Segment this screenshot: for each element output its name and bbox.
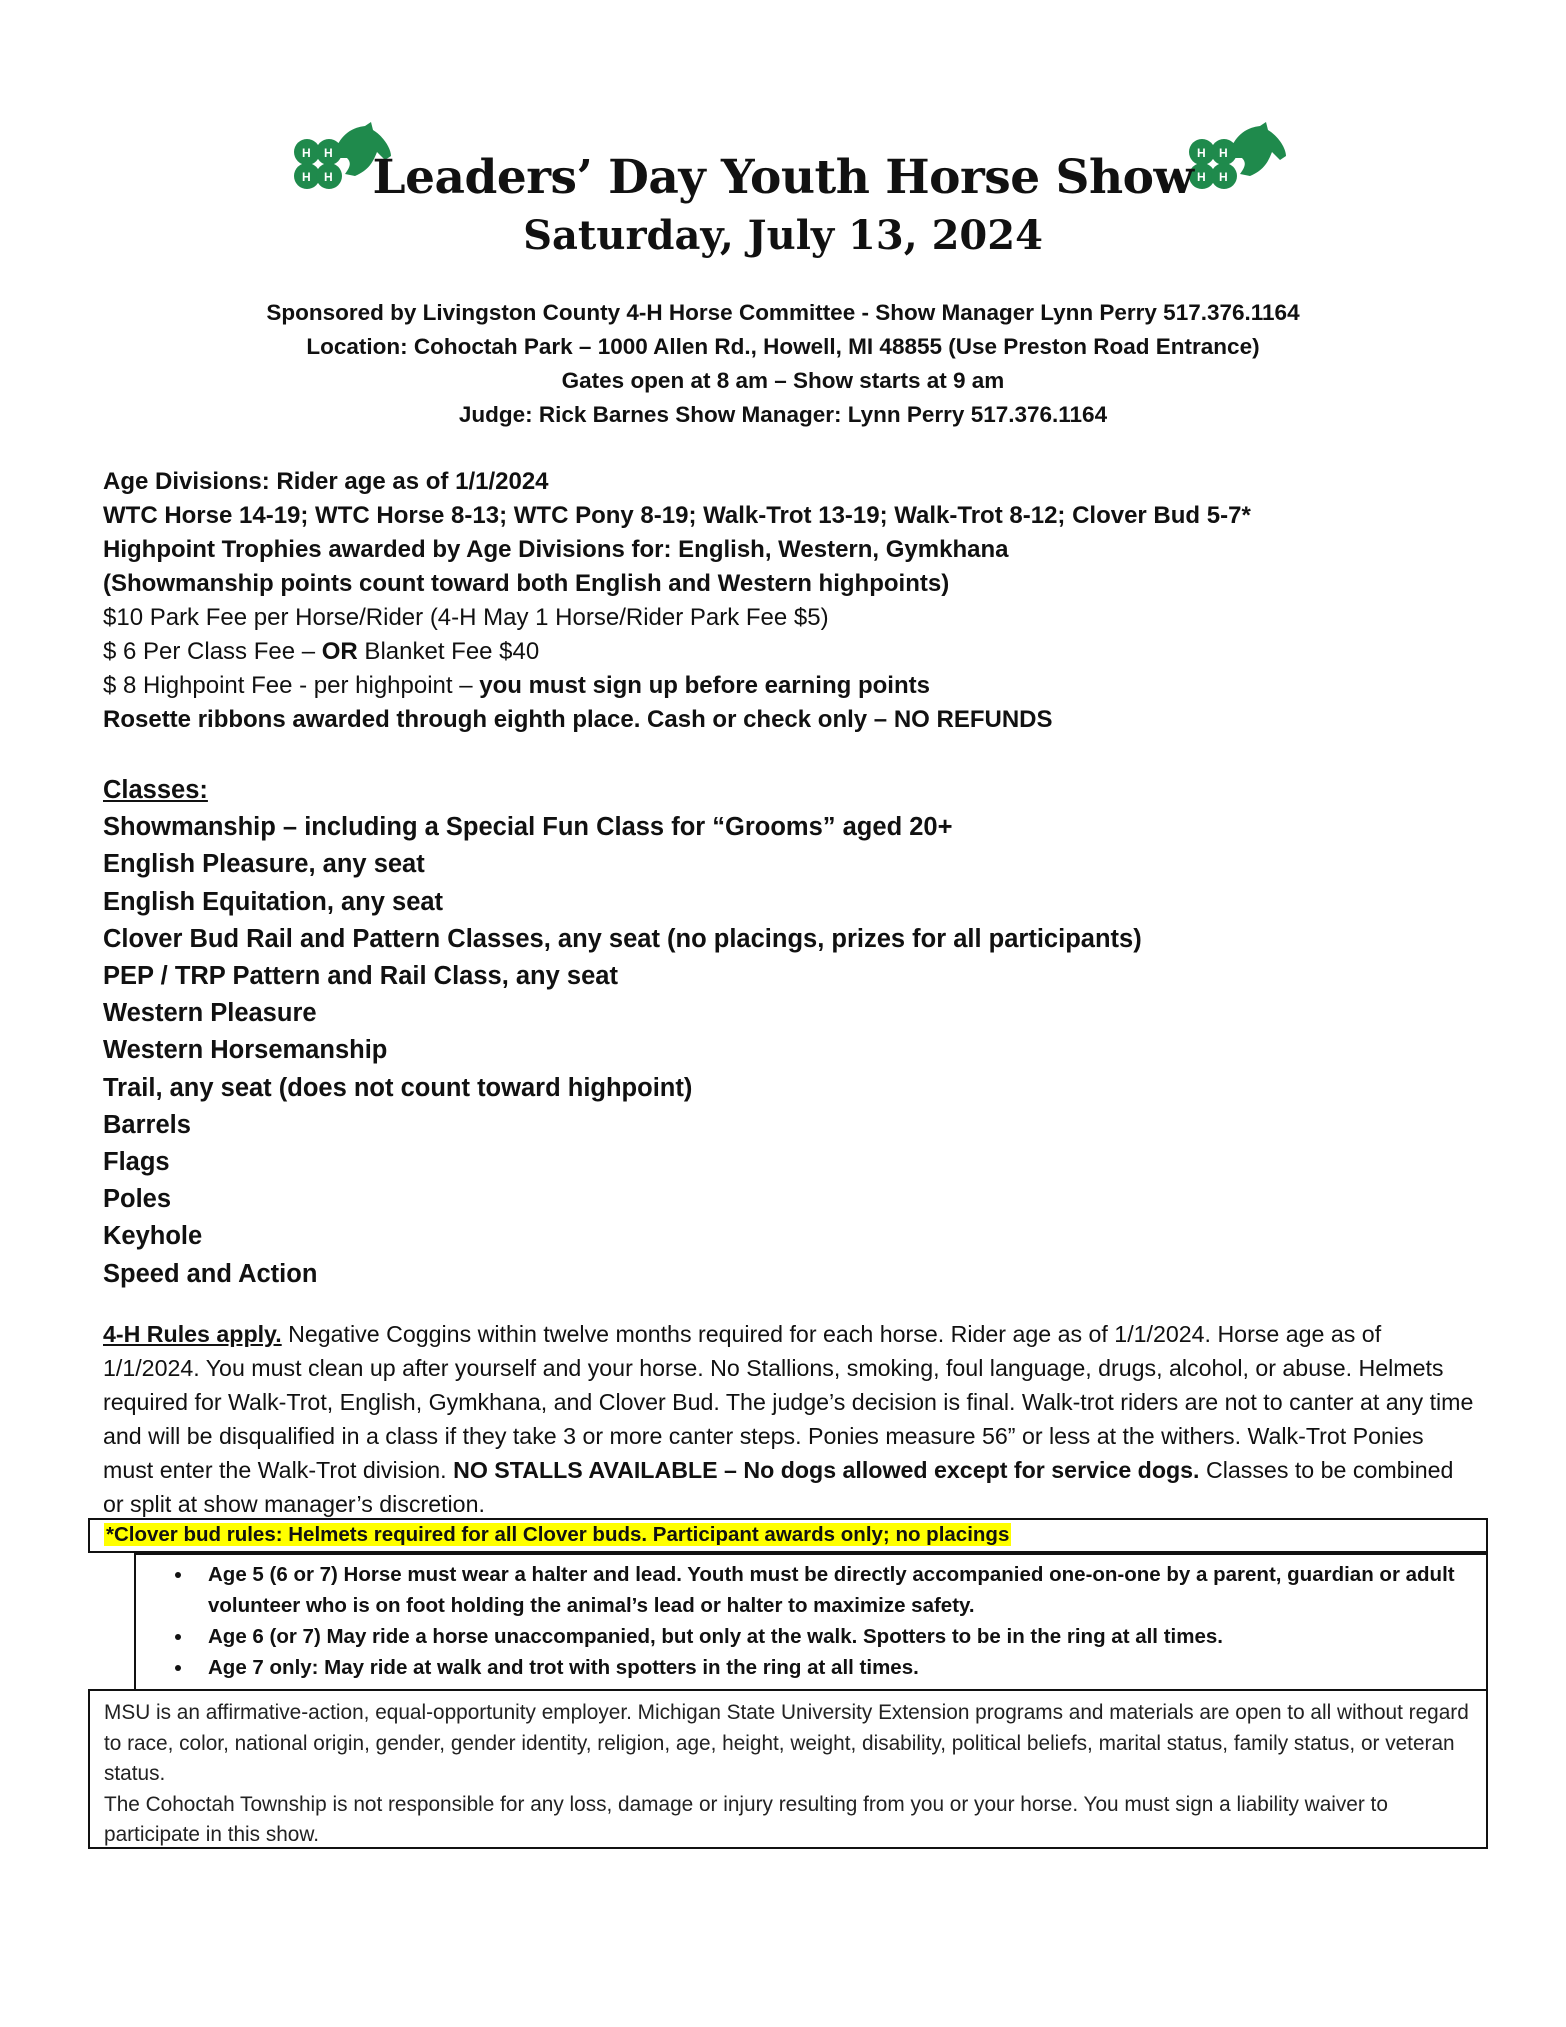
svg-text:H: H	[1219, 146, 1228, 160]
location-line: Location: Cohoctah Park – 1000 Allen Rd., Howell, MI 48855 (Use Preston Road Entrance)	[306, 334, 1260, 359]
class-fee-line	[103, 635, 1503, 669]
clover-bud-rules-heading-box	[88, 1518, 1488, 1553]
rules-paragraph	[103, 1317, 1478, 1521]
highpoint-fee-part-b: you must sign up before earning points	[479, 672, 930, 699]
class-item: Speed and Action	[103, 1259, 318, 1288]
rules-text-b: Classes to be combined or split at show manager’s discretion.	[103, 1457, 1454, 1517]
highpoint-fee-part-a: $ 8 Highpoint Fee - per highpoint –	[103, 672, 480, 699]
class-item: Barrels	[103, 1110, 191, 1139]
show-date: Saturday, July 13, 2024	[523, 212, 1043, 259]
clover-bud-rules-list	[136, 1559, 1486, 1683]
list-item: • Age 7 only: May ride at walk and trot with spotters in the ring at all times.	[194, 1652, 1486, 1683]
class-item: English Equitation, any seat	[103, 887, 444, 916]
class-item: Western Pleasure	[103, 999, 317, 1028]
highpoint-trophies-line: Highpoint Trophies awarded by Age Divisions for: English, Western, Gymkhana	[103, 536, 1009, 563]
fees-and-divisions	[103, 465, 1503, 737]
class-item: Western Horsemanship	[103, 1036, 388, 1065]
judge-line: Judge: Rick Barnes Show Manager: Lynn Perry 517.376.1164	[458, 402, 1108, 427]
class-item: Clover Bud Rail and Pattern Classes, any seat (no placings, prizes for all participants)	[103, 924, 1142, 953]
age-divisions-line: Age Divisions: Rider age as of 1/1/2024	[103, 468, 549, 495]
msu-disclaimer: MSU is an affirmative-action, equal-opportunity employer. Michigan State University Extension programs and materials are open to all without regard to race, color, national origin, gender, gender identity, religion, age, height, weight, disability, political beliefs, marital status, family status, or veteran status.	[104, 1701, 1469, 1785]
class-item: Keyhole	[103, 1222, 203, 1251]
class-item: Poles	[103, 1185, 172, 1214]
show-details	[0, 296, 1566, 432]
class-fee-part-b: Blanket Fee $40	[357, 638, 540, 665]
classes-heading: Classes:	[103, 776, 208, 804]
classes-list	[103, 772, 1503, 1293]
highpoint-fee-line	[103, 669, 1503, 703]
list-item: • Age 5 (6 or 7) Horse must wear a halter and lead. Youth must be directly accompanied one-on-one by a parent, guardian or adult volunteer who is on foot holding the animal’s lead or halter to maximize safety.	[194, 1559, 1486, 1621]
svg-text:H: H	[1197, 170, 1206, 184]
svg-text:H: H	[302, 146, 311, 160]
ribbons-line: Rosette ribbons awarded through eighth place. Cash or check only – NO REFUNDS	[103, 706, 1053, 733]
rules-text-a: Negative Coggins within twelve months required for each horse. Rider age as of 1/1/2024. Horse age as of 1/1/2024. You must clean up after yourself and your horse. No Stallions, smoking, foul language, drugs, alcohol, or abuse. Helmets required for Walk-Trot, English, Gymkhana, and Clover Bud. The judge’s decision is final. Walk-trot riders are not to canter at any time and will be disqualified in a class if they take 3 or more canter steps. Ponies measure 56” or less at the withers. Walk-Trot Ponies must enter the Walk-Trot division.	[103, 1321, 1474, 1483]
class-item: Showmanship – including a Special Fun Class for “Grooms” aged 20+	[103, 813, 953, 842]
page-title: Leaders’ Day Youth Horse Show	[372, 150, 1194, 205]
svg-text:H: H	[302, 170, 311, 184]
svg-text:H: H	[324, 146, 333, 160]
clover-bud-rules-box	[134, 1553, 1488, 1689]
class-fee-part-a: $ 6 Per Class Fee –	[103, 638, 322, 665]
clover-bud-rules-heading: *Clover bud rules: Helmets required for all Clover buds. Participant awards only; no placings	[106, 1523, 1010, 1546]
class-item: Trail, any seat (does not count toward highpoint)	[103, 1073, 693, 1102]
sponsor-line: Sponsored by Livingston County 4-H Horse Committee - Show Manager Lynn Perry 517.376.1164	[266, 300, 1300, 325]
rules-heading: 4-H Rules apply.	[103, 1321, 282, 1347]
class-item: Flags	[103, 1148, 170, 1177]
park-fee-line: $10 Park Fee per Horse/Rider (4-H May 1 Horse/Rider Park Fee $5)	[103, 604, 829, 631]
disclaimer-box	[88, 1689, 1488, 1849]
rules-text-bold: NO STALLS AVAILABLE – No dogs allowed except for service dogs.	[453, 1457, 1200, 1483]
gates-line: Gates open at 8 am – Show starts at 9 am	[561, 368, 1005, 393]
svg-text:H: H	[324, 170, 333, 184]
list-item: • Age 6 (or 7) May ride a horse unaccompanied, but only at the walk. Spotters to be in the ring at all times.	[194, 1621, 1486, 1652]
liability-disclaimer: The Cohoctah Township is not responsible for any loss, damage or injury resulting from you or your horse. You must sign a liability waiver to participate in this show.	[104, 1792, 1388, 1846]
showmanship-note-line: (Showmanship points count toward both English and Western highpoints)	[103, 570, 950, 597]
divisions-line: WTC Horse 14-19; WTC Horse 8-13; WTC Pony 8-19; Walk-Trot 13-19; Walk-Trot 8-12; Clover Bud 5-7*	[103, 502, 1251, 529]
class-item: PEP / TRP Pattern and Rail Class, any seat	[103, 962, 618, 991]
class-fee-or: OR	[321, 638, 358, 665]
class-item: English Pleasure, any seat	[103, 850, 425, 879]
svg-text:H: H	[1197, 146, 1206, 160]
svg-text:H: H	[1219, 170, 1228, 184]
